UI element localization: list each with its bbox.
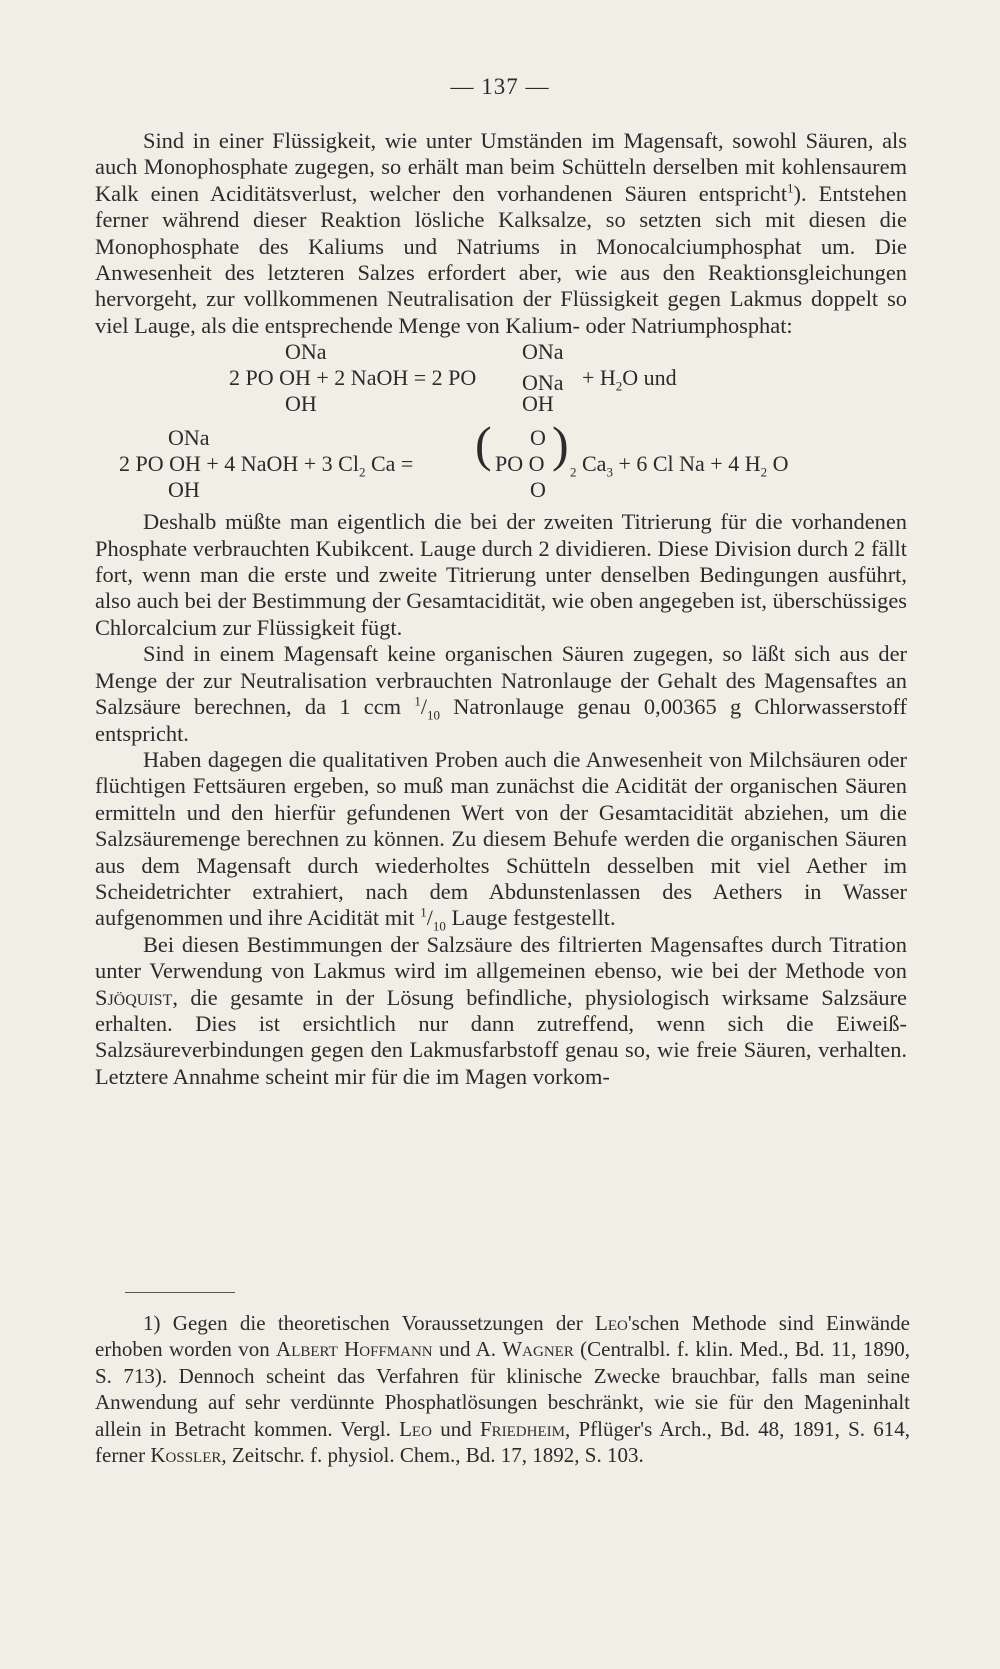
- eq2-ca3-sub: 3: [606, 464, 613, 480]
- footnote-text-a: 1) Gegen die theoretischen Voraussetzungen der: [143, 1311, 583, 1335]
- footnote-text-d: (Centralbl. f. klin. Med., Bd. 11, 1890, S. 713). Dennoch scheint das Verfahren für klinische Zwecke brauchbar, falls man seine Anwendung auf sehr verdünnte Phosphatlösungen beschränkt, wie sie für den Mageninhalt allein in Betracht kommen. Vergl.: [95, 1337, 911, 1441]
- paragraph-4: [95, 747, 907, 932]
- eq1-water: [582, 365, 677, 394]
- fraction-denominator: 10: [426, 707, 440, 723]
- author-name: Friedheim: [479, 1416, 565, 1441]
- fraction-1-10: $^1/_{10}$: [420, 905, 446, 934]
- author-name: Kossler: [150, 1443, 222, 1468]
- eq2-h2-sub: 2: [760, 464, 768, 480]
- footnote-text: [95, 1310, 910, 1468]
- footnote-divider: [125, 1292, 235, 1293]
- eq2-o-end: O: [772, 451, 789, 477]
- footnote-ref: 1: [787, 180, 794, 196]
- paragraph-4-text-a: Haben dagegen die qualitativen Proben auch die Anwesenheit von Milchsäuren oder flüchtigen Fettsäuren ergeben, so muß man zunächst die Acidität der organischen Säuren ermitteln und den hierfür gefundenen Wert von der Gesamtacidität abziehen, um die Salzsäuremenge berechnen zu können. Zu diesem Behufe werden die organischen Säuren aus dem Magensaft durch wiederholtes Schütteln desselben mit viel Aether im Scheidetrichter extrahiert, nach dem Abdunstenlassen des Aethers in Wasser aufgenommen und ihre Acidität mit: [95, 746, 907, 931]
- eq2-ca-eq: Ca =: [370, 451, 414, 477]
- reaction-equations: [95, 339, 907, 509]
- author-name: Sjöquist: [95, 984, 173, 1010]
- paragraph-2: Deshalb müßte man eigentlich die bei der zweiten Titrierung für die vorhandenen Phosphate verbrauchten Kubikcent. Lauge durch 2 dividieren. Diese Division durch 2 fällt fort, wenn man die erste und zweite Titrierung unter denselben Bedingungen ausführt, also auch bei der Bestimmung der Gesamtacidität, wie oben angegeben ist, überschüssiges Chlorcalcium zur Flüssigkeit fügt.: [95, 509, 907, 640]
- eq1-ona-mid: ONa: [522, 370, 564, 396]
- eq2-cl-sub: 2: [358, 464, 366, 480]
- eq2-lhs-text: 2 PO OH + 4 NaOH + 3 Cl: [119, 451, 359, 477]
- eq1-h2-sub: 2: [615, 378, 623, 394]
- eq2-paren-close: ): [552, 416, 569, 473]
- paragraph-1: [95, 128, 907, 339]
- main-text: [95, 128, 907, 1090]
- eq2-rest: + 6 Cl Na + 4 H: [618, 451, 761, 477]
- author-name: Wagner: [502, 1337, 574, 1362]
- eq1-oh-right: OH: [522, 391, 554, 417]
- author-name: Albert Hoffmann: [276, 1337, 433, 1362]
- fraction-numerator: 1: [414, 693, 421, 709]
- paragraph-3-text-a: Sind in einem Magensaft keine organischen Säuren zugegen, so läßt sich aus der Menge der zur Neutralisation verbrauchten Natronlauge der Gehalt des Magensaftes an Salzsäure berechnen, da 1 ccm: [95, 641, 907, 720]
- eq1-h: + H: [582, 365, 616, 391]
- paragraph-1-text-b: ). Entstehen ferner während dieser Reaktion lösliche Kalksalze, so setzten sich mit diesen die Monophosphate des Kaliums und Natriums in Monocalciumphosphat um. Die Anwesenheit des letzteren Salzes erfordert aber, wie aus den Reaktionsgleichungen hervorgeht, zur vollkommenen Neutralisation der Flüssigkeit gegen Lakmus doppelt so viel Lauge, als die entsprechende Menge von Kalium- oder Natriumphosphat:: [95, 180, 907, 338]
- footnote-text-e: und: [440, 1416, 472, 1441]
- eq1-ona-right: ONa: [522, 339, 564, 365]
- paragraph-5: [95, 932, 907, 1090]
- paragraph-1-text-a: Sind in einer Flüssigkeit, wie unter Umständen im Magensaft, sowohl Säuren, als auch Monophosphate zugegen, so erhält man beim Schütteln derselben mit kohlensaurem Kalk einen Aciditätsverlust, welcher den vorhandenen Säuren entspricht: [95, 128, 907, 206]
- eq1-ona-left: ONa: [285, 339, 327, 365]
- footnote: [95, 1310, 910, 1468]
- eq2-lhs: [119, 451, 414, 480]
- footnote-text-b: 'schen Methode sind Einwände erhoben worden von: [95, 1311, 910, 1362]
- author-name: Leo: [399, 1416, 432, 1441]
- eq2-o-bot: O: [530, 477, 546, 503]
- eq2-o-top: O: [530, 425, 546, 451]
- eq2-ona: ONa: [168, 425, 210, 451]
- page-number: — 137 —: [450, 74, 550, 99]
- eq1-oh-left: OH: [285, 391, 317, 417]
- author-name: Leo: [595, 1311, 628, 1335]
- paragraph-3: [95, 641, 907, 747]
- eq2-ca3: Ca: [582, 451, 607, 477]
- eq2-oh: OH: [168, 477, 200, 503]
- eq2-sub2: 2: [570, 464, 577, 480]
- eq1-lhs: 2 PO OH + 2 NaOH = 2 PO: [229, 365, 477, 391]
- footnote-text-c: und A.: [438, 1337, 497, 1362]
- fraction-1-10: $^1/_{10}$: [414, 693, 440, 723]
- paragraph-3-text-b: Natronlauge genau 0,00365 g Chlorwasserstoff entspricht.: [95, 694, 907, 746]
- eq2-rhs: [570, 451, 789, 480]
- fraction-denominator: 10: [432, 918, 446, 934]
- paragraph-4-text-b: Lauge festgestellt.: [451, 905, 616, 931]
- fraction-numerator: 1: [420, 905, 427, 921]
- paragraph-5-text-b: , die gesamte in der Lösung befindliche, physiologisch wirksame Salzsäure erhalten. Dies ist ersichtlich nur dann zutreffend, wenn sich die Eiweiß-Salzsäureverbindungen gegen den Lakmusfarbstoff genau so, wie freie Säuren, verhalten. Letztere Annahme scheint mir für die im Magen vorkom-: [95, 984, 907, 1089]
- footnote-text-f: , Pflüger's Arch., Bd. 48, 1891, S. 614, ferner: [95, 1416, 911, 1468]
- eq2-po-o: PO O: [495, 451, 545, 477]
- footnote-text-g: , Zeitschr. f. physiol. Chem., Bd. 17, 1892, S. 103.: [221, 1443, 644, 1468]
- eq2-paren-open: (: [475, 416, 492, 473]
- paragraph-5-text-a: Bei diesen Bestimmungen der Salzsäure des filtrierten Magensaftes durch Titration unter Verwendung von Lakmus wird im allgemeinen ebenso, wie bei der Methode von: [95, 931, 907, 984]
- eq1-o-und: O und: [622, 365, 677, 391]
